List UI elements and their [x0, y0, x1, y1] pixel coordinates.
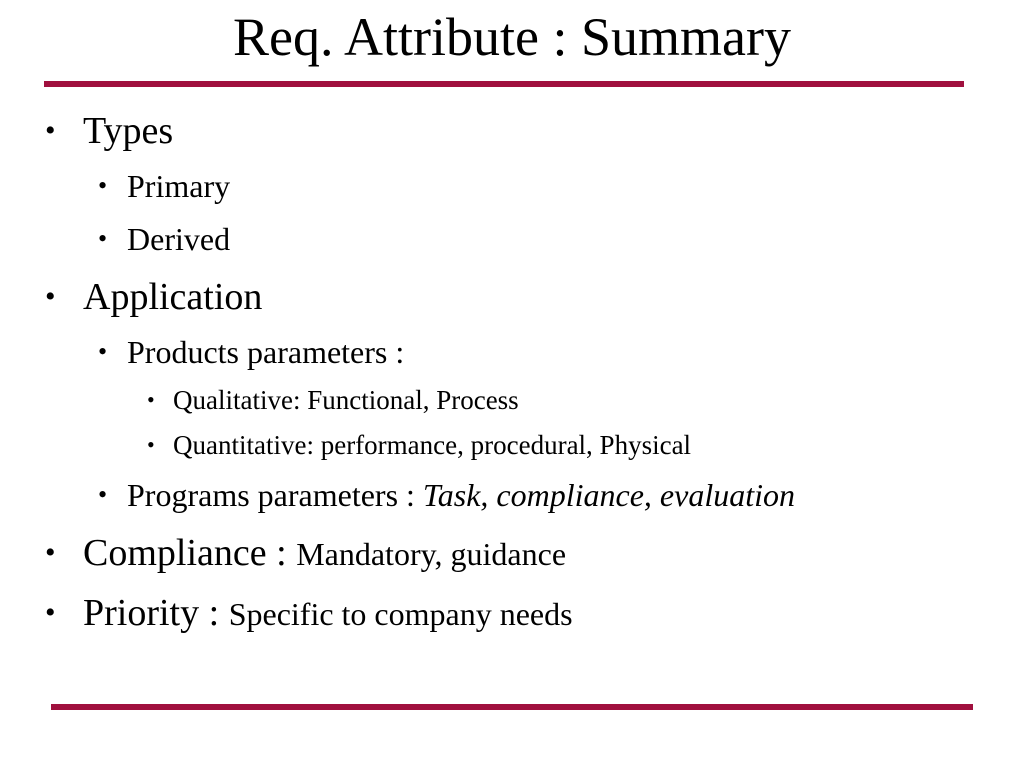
bullet-icon: • [98, 337, 108, 366]
types-item-derived [98, 220, 231, 258]
products-item-label: Qualitative: Functional, Process [173, 385, 519, 415]
bullet-icon: • [98, 171, 108, 200]
bullet-icon: • [98, 224, 108, 253]
products-item-qualitative [147, 384, 519, 416]
bullet-icon: • [45, 596, 56, 629]
types-item-primary [98, 167, 231, 205]
bullet-compliance [45, 531, 567, 576]
types-item-label: Primary [127, 168, 231, 204]
types-item-label: Derived [127, 221, 231, 257]
application-heading: Application [83, 276, 263, 318]
products-parameters-label: Products parameters : [127, 334, 405, 370]
programs-parameters-label: Programs parameters : [127, 477, 423, 513]
priority-label: Priority : [83, 592, 229, 634]
compliance-label: Compliance : [83, 532, 297, 574]
programs-parameters [98, 476, 795, 514]
bullet-application [45, 275, 263, 319]
products-item-quantitative [147, 429, 692, 461]
types-heading: Types [83, 110, 174, 152]
bullet-types [45, 109, 174, 153]
products-item-label: Quantitative: performance, procedural, Physical [173, 430, 692, 460]
bullet-icon: • [45, 280, 56, 313]
bullet-icon: • [45, 536, 56, 569]
bullet-icon: • [45, 114, 56, 147]
priority-detail: Specific to company needs [228, 596, 573, 632]
bullet-icon: • [147, 432, 155, 457]
slide-title: Req. Attribute : Summary [233, 7, 791, 67]
bullet-icon: • [98, 480, 108, 509]
bullet-priority [45, 591, 573, 636]
programs-parameters-detail: Task, compliance, evaluation [422, 477, 795, 513]
title-divider [44, 81, 964, 87]
products-parameters [98, 333, 405, 371]
compliance-detail: Mandatory, guidance [296, 536, 567, 572]
bullet-icon: • [147, 387, 155, 412]
footer-divider [51, 704, 973, 710]
